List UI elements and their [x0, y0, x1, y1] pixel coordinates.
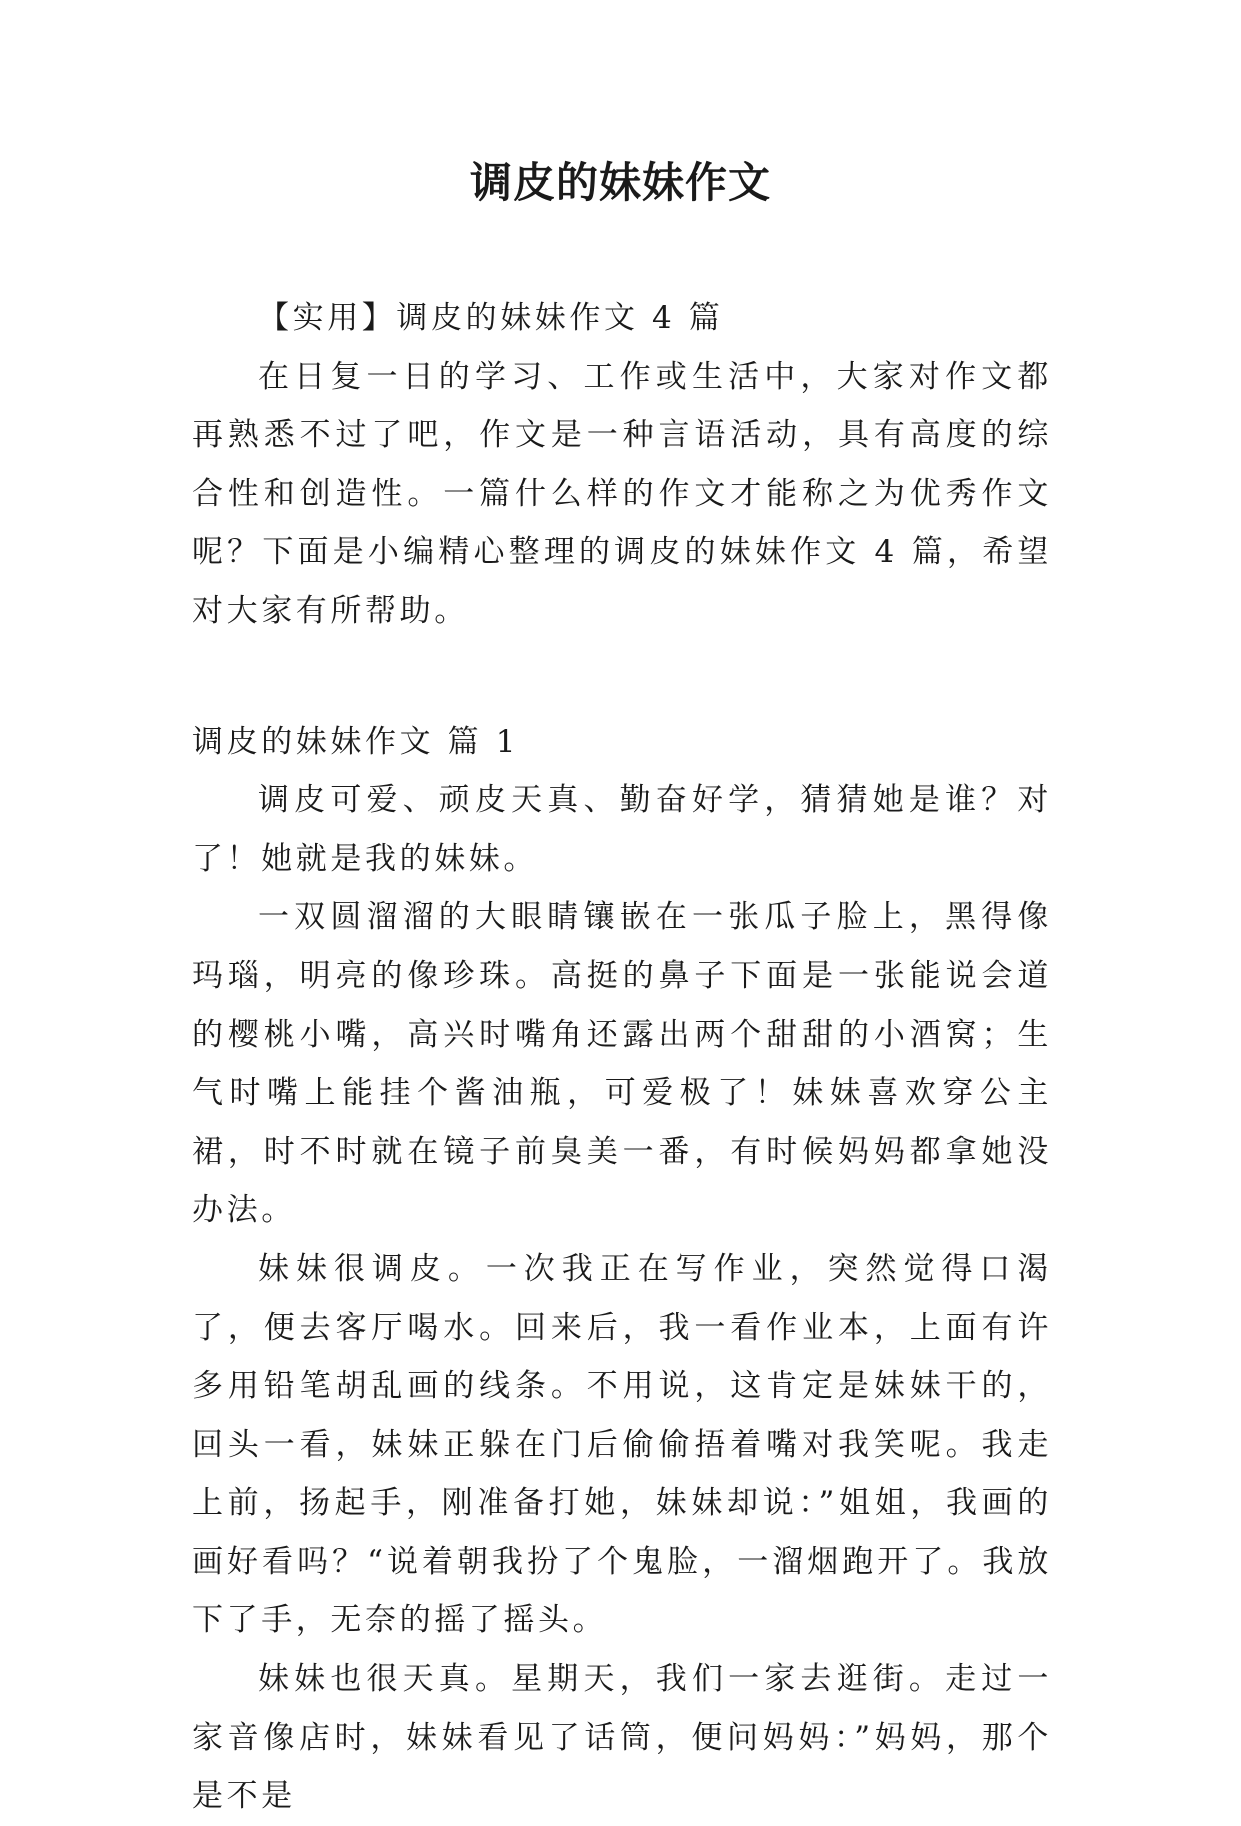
document-title: 调皮的妹妹作文 [469, 158, 771, 207]
section-heading: 调皮的妹妹作文 篇 1 [192, 723, 520, 760]
body-paragraph: 妹妹也很天真。星期天，我们一家去逛街。走过一家音像店时，妹妹看见了话筒，便问妈妈：”妈妈，那个是不是 [192, 1661, 1052, 1815]
body-paragraph: 调皮可爱、顽皮天真、勤奋好学，猜猜她是谁？对了！她就是我的妹妹。 [192, 782, 1052, 877]
section-spacer [192, 641, 1052, 713]
body-paragraph: 妹妹很调皮。一次我正在写作业，突然觉得口渴了，便去客厅喝水。回来后，我一看作业本，上面有许多用铅笔胡乱画的线条。不用说，这肯定是妹妹干的，回头一看，妹妹正躲在门后偷偷捂着嘴对我笑呢。我走上前，扬起手，刚准备打她，妹妹却说：”姐姐，我画的画好看吗？“说着朝我扮了个鬼脸，一溜烟跑开了。我放下了手，无奈的摇了摇头。 [192, 1250, 1052, 1639]
document-subtitle: 【实用】调皮的妹妹作文 4 篇 [258, 300, 724, 336]
intro-paragraph: 在日复一日的学习、工作或生活中，大家对作文都再熟悉不过了吧，作文是一种言语活动，具有高度的综合性和创造性。一篇什么样的作文才能称之为优秀作文呢？下面是小编精心整理的调皮的妹妹作文 4 篇，希望对大家有所帮助。 [192, 358, 1052, 629]
document-body [192, 289, 1052, 1826]
body-paragraph: 一双圆溜溜的大眼睛镶嵌在一张瓜子脸上，黑得像玛瑙，明亮的像珍珠。高挺的鼻子下面是一张能说会道的樱桃小嘴，高兴时嘴角还露出两个甜甜的小酒窝；生气时嘴上能挂个酱油瓶，可爱极了！妹妹喜欢穿公主裙，时不时就在镜子前臭美一番，有时候妈妈都拿她没办法。 [192, 899, 1052, 1229]
